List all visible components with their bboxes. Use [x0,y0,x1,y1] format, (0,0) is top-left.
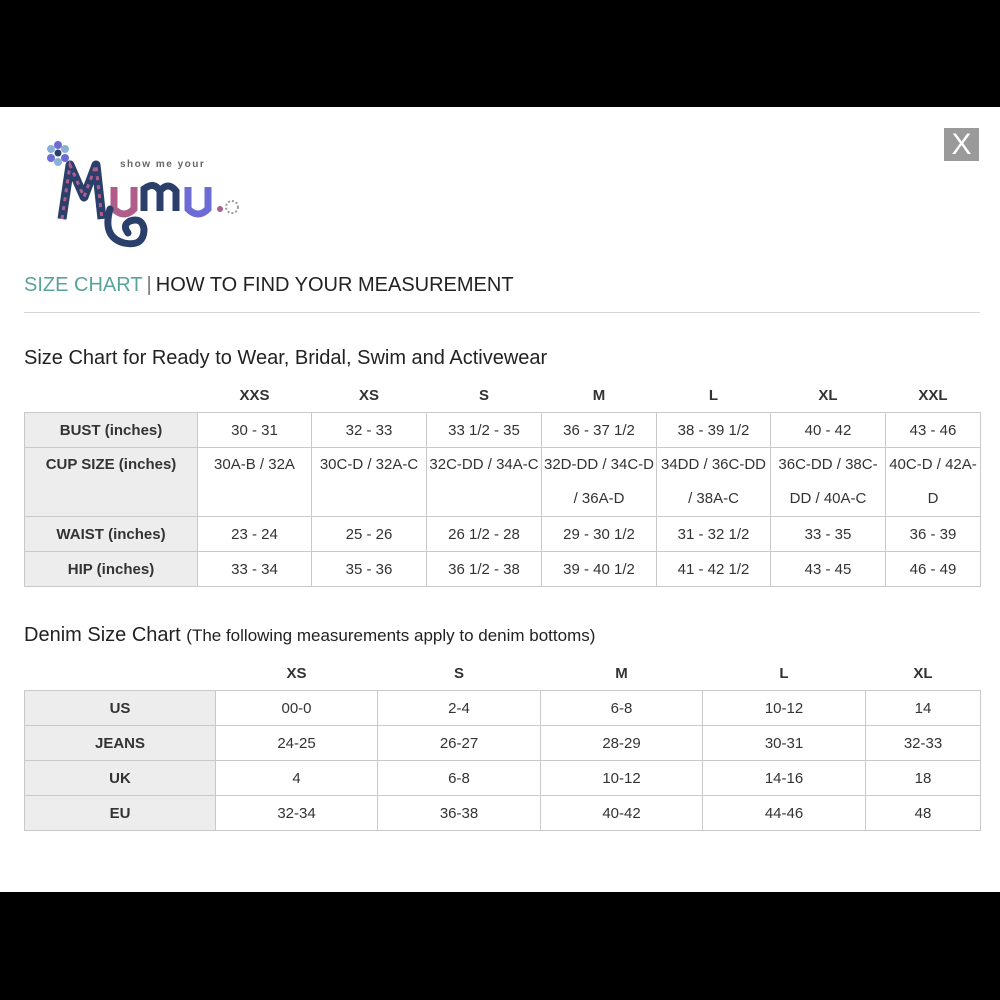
denim-table [24,656,981,831]
ready-to-wear-title: Size Chart for Ready to Wear, Bridal, Swim and Activewear [24,347,548,369]
row-header: CUP SIZE (inches) [25,448,198,517]
table-cell: 35 - 36 [312,552,427,587]
column-header: XXS [239,386,270,404]
column-header: XS [358,386,379,404]
row-header: JEANS [25,726,216,761]
table-row [25,761,981,796]
table-cell: 28-29 [541,726,703,761]
table-cell: 32-33 [866,726,981,761]
nav-how-to-measure[interactable]: HOW TO FIND YOUR MEASUREMENT [155,274,514,296]
corner-cell [25,378,198,413]
table-cell: 33 - 34 [198,552,312,587]
table-cell: 36-38 [378,796,541,831]
table-cell: 34DD / 36C-DD / 38A-C [657,448,771,517]
table-cell: 14 [866,691,981,726]
row-header: WAIST (inches) [25,517,198,552]
column-header: S [478,386,489,404]
table-row [25,691,981,726]
table-cell: 30-31 [703,726,866,761]
row-header: US [25,691,216,726]
table-cell: 40-42 [541,796,703,831]
table-cell: 40C-D / 42A-D [886,448,981,517]
row-header: BUST (inches) [25,413,198,448]
table-cell: 6-8 [378,761,541,796]
table-cell: 36 - 39 [886,517,981,552]
column-header: XS [286,664,307,682]
table-cell: 10-12 [703,691,866,726]
table-cell: 39 - 40 1/2 [542,552,657,587]
chart-nav [24,274,514,297]
table-row [25,448,981,517]
column-header: XXL [918,386,948,404]
table-cell: 30 - 31 [198,413,312,448]
table-cell: 00-0 [216,691,378,726]
table-cell: 25 - 26 [312,517,427,552]
table-cell: 24-25 [216,726,378,761]
row-header: UK [25,761,216,796]
table-cell: 33 1/2 - 35 [427,413,542,448]
table-cell: 14-16 [703,761,866,796]
nav-size-chart[interactable]: SIZE CHART [24,274,143,296]
column-header: XL [913,664,933,682]
table-cell: 29 - 30 1/2 [542,517,657,552]
denim-title [24,624,595,647]
table-cell: 32C-DD / 34A-C [427,448,542,517]
logo-tagline: show me your [120,159,206,170]
table-cell: 43 - 46 [886,413,981,448]
logo-graphic [40,137,250,252]
table-cell: 26-27 [378,726,541,761]
table-cell: 32D-DD / 34C-D / 36A-D [542,448,657,517]
table-cell: 46 - 49 [886,552,981,587]
column-header: S [453,664,464,682]
table-cell: 36C-DD / 38C-DD / 40A-C [771,448,886,517]
table-cell: 36 - 37 1/2 [542,413,657,448]
table-cell: 40 - 42 [771,413,886,448]
table-row [25,413,981,448]
brand-logo[interactable] [40,137,250,252]
denim-title-text: Denim Size Chart [24,624,181,646]
table-cell: 38 - 39 1/2 [657,413,771,448]
table-cell: 30C-D / 32A-C [312,448,427,517]
table-cell: 23 - 24 [198,517,312,552]
table-cell: 41 - 42 1/2 [657,552,771,587]
table-cell: 44-46 [703,796,866,831]
column-header: L [708,386,719,404]
corner-cell [25,656,216,691]
table-cell: 32 - 33 [312,413,427,448]
divider [24,312,980,313]
row-header: HIP (inches) [25,552,198,587]
table-cell: 31 - 32 1/2 [657,517,771,552]
column-header: L [779,664,789,682]
table-cell: 18 [866,761,981,796]
table-cell: 32-34 [216,796,378,831]
table-cell: 26 1/2 - 28 [427,517,542,552]
table-cell: 2-4 [378,691,541,726]
table-cell: 30A-B / 32A [198,448,312,517]
table-cell: 43 - 45 [771,552,886,587]
table-cell: 33 - 35 [771,517,886,552]
table-cell: 36 1/2 - 38 [427,552,542,587]
row-header: EU [25,796,216,831]
table-cell: 10-12 [541,761,703,796]
table-cell: 48 [866,796,981,831]
close-button[interactable]: X [944,128,979,161]
column-header: M [592,386,606,404]
table-cell: 6-8 [541,691,703,726]
nav-separator: | [146,274,152,296]
ready-to-wear-table [24,378,981,587]
table-row [25,517,981,552]
column-header: M [615,664,628,682]
column-header: XL [818,386,838,404]
table-row [25,552,981,587]
table-row [25,796,981,831]
size-chart-modal [0,107,1000,892]
table-row [25,726,981,761]
table-cell: 4 [216,761,378,796]
denim-subtitle: (The following measurements apply to denim bottoms) [186,626,596,645]
